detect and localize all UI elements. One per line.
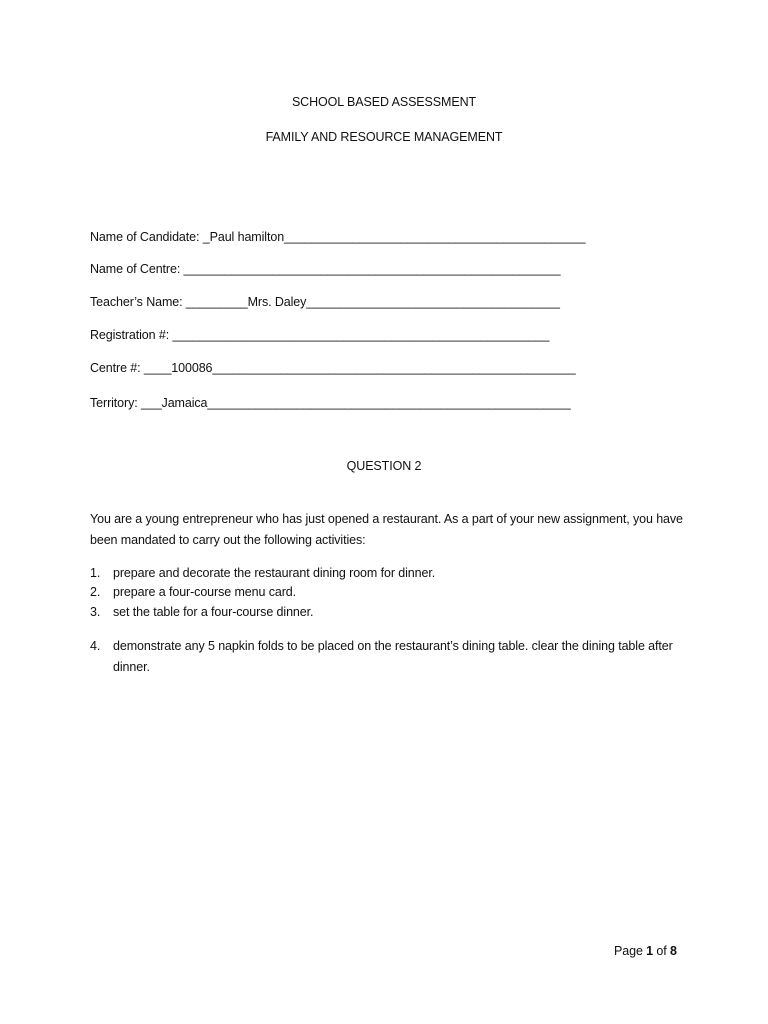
field-label: Name of Candidate: [90, 230, 203, 244]
field-candidate-name [90, 230, 586, 244]
page-current: 1 [646, 944, 654, 958]
page-total: 8 [670, 944, 677, 958]
list-item-text: demonstrate any 5 napkin folds to be placed on the restaurant’s dining table. clear the dining table after dinner. [113, 639, 673, 674]
field-value: _________Mrs. Daley_____________________________________ [185, 295, 560, 309]
list-item-text: set the table for a four-course dinner. [113, 605, 314, 619]
list-item-text: prepare and decorate the restaurant dining room for dinner. [113, 566, 436, 580]
list-item-number: 1. [90, 566, 101, 580]
list-item [90, 582, 673, 603]
field-value: _Paul hamilton____________________________________________ [202, 230, 586, 244]
document-title: SCHOOL BASED ASSESSMENT [291, 95, 477, 109]
field-value: ____100086_____________________________________________________ [143, 361, 576, 375]
list-item-text: prepare a four-course menu card. [113, 585, 297, 599]
field-label: Teacher’s Name: [90, 295, 186, 309]
page-word: Page [614, 944, 647, 958]
field-territory [90, 396, 571, 410]
field-centre-number [90, 361, 576, 375]
list-item-number: 2. [90, 585, 101, 599]
list-item [90, 563, 673, 584]
field-label: Centre #: [90, 361, 144, 375]
list-item [90, 602, 673, 623]
of-word: of [653, 944, 671, 958]
field-centre-name [90, 262, 560, 276]
page-number [614, 944, 677, 958]
document-subject: FAMILY AND RESOURCE MANAGEMENT [265, 130, 503, 144]
question-intro: You are a young entrepreneur who has just opened a restaurant. As a part of your new assignment, you have been mandated to carry out the following activities: [90, 512, 683, 547]
list-item-number: 3. [90, 605, 101, 619]
field-value: ___Jamaica_____________________________________________________ [141, 396, 571, 410]
list-item [90, 636, 673, 678]
field-registration-number [90, 328, 549, 342]
field-label: Name of Centre: [90, 262, 184, 276]
list-item-number: 4. [90, 639, 101, 653]
field-label: Territory: [90, 396, 141, 410]
field-label: Registration #: [90, 328, 173, 342]
field-value: _______________________________________________________ [172, 328, 550, 342]
field-teacher-name [90, 295, 560, 309]
question-heading: QUESTION 2 [346, 459, 422, 473]
field-value: _______________________________________________________ [183, 262, 561, 276]
